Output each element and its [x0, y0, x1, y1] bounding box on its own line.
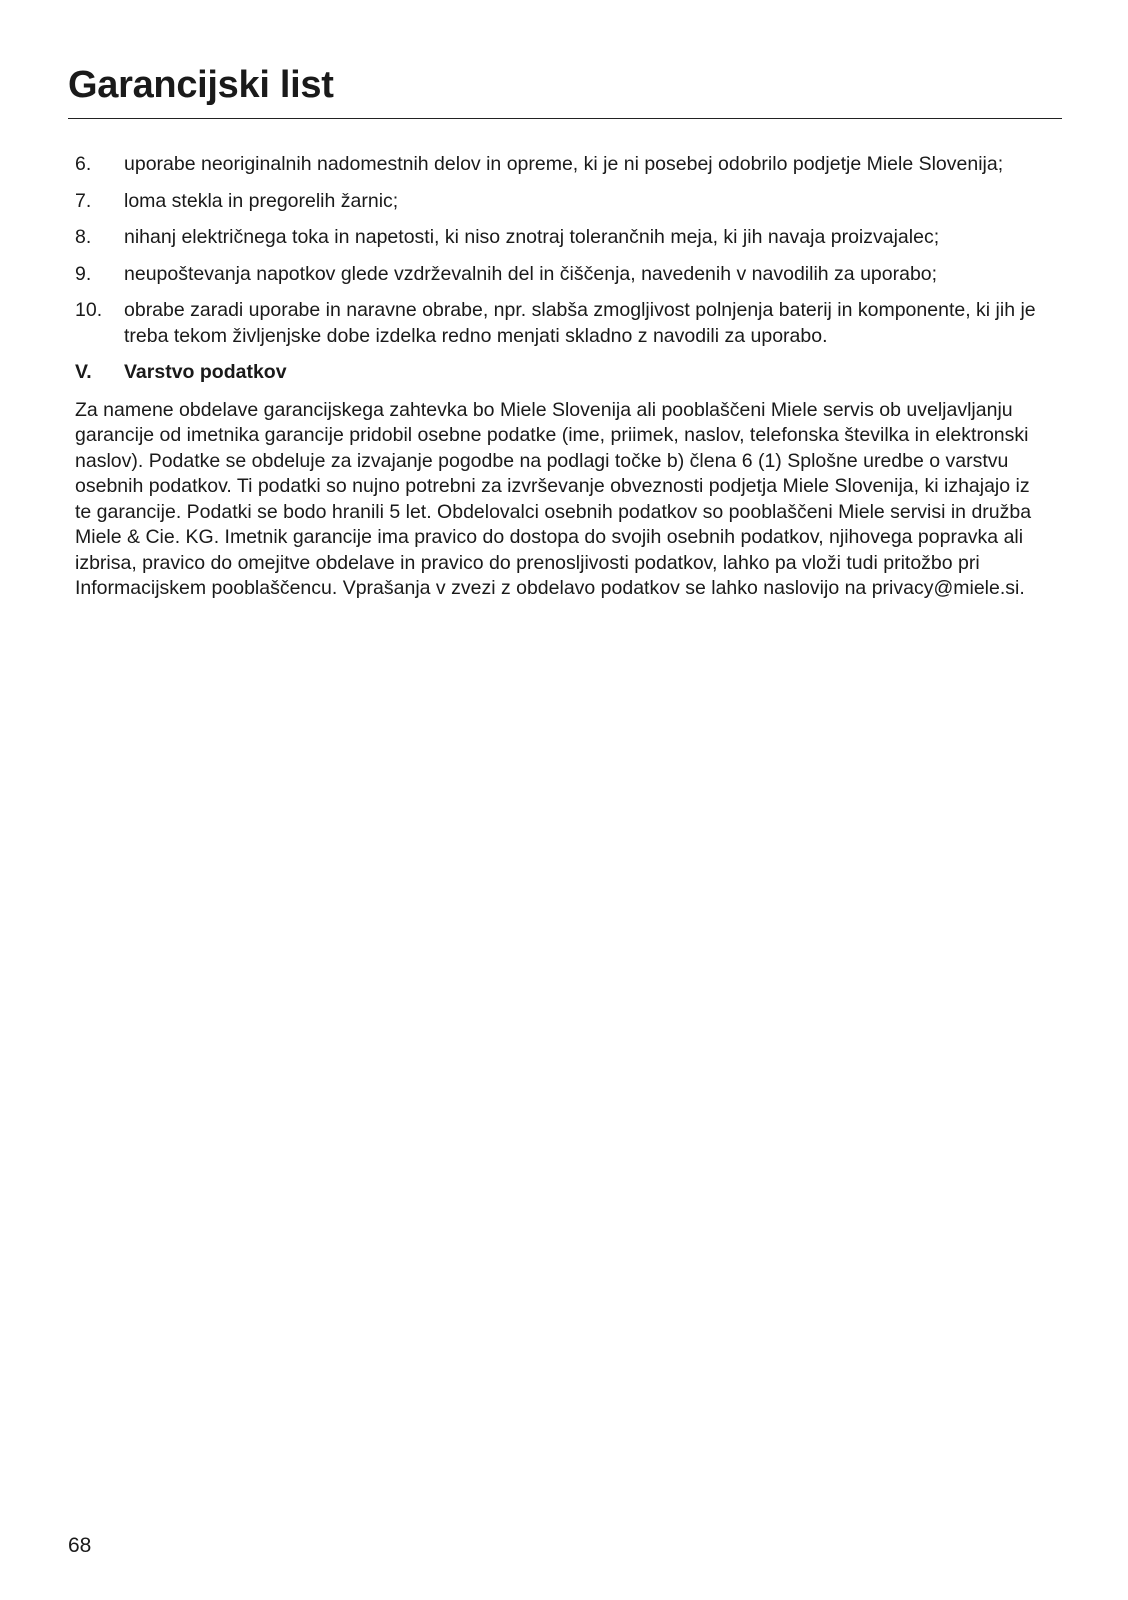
list-item-text: neupoštevanja napotkov glede vzdrževalnih del in čiščenja, navedenih v navodilih za uporabo;	[124, 262, 938, 285]
list-item-text: obrabe zaradi uporabe in naravne obrabe, npr. slabša zmogljivost polnjenja baterij in komponente, ki jih je treba tekom življenjske dobe izdelka redno menjati skladno z navodili za uporabo.	[124, 299, 1036, 347]
list-item-number: 7.	[75, 189, 92, 212]
list-item	[75, 262, 1065, 288]
list-item	[75, 152, 1065, 178]
document-body	[75, 152, 1065, 602]
list-item	[75, 225, 1065, 251]
list-item-number: 6.	[75, 153, 92, 175]
list-item-text: loma stekla in pregorelih žarnic;	[124, 189, 399, 212]
page-number: 68	[68, 1534, 92, 1557]
data-protection-paragraph: Za namene obdelave garancijskega zahtevka bo Miele Slovenija ali pooblaščeni Miele servis ob uveljavljanju garancije od imetnika garancije pridobil osebne podatke (ime, priimek, naslov, telefonska številka in elektronski naslov). Podatke se obdeluje za izvajanje pogodbe na podlagi točke b) člena 6 (1) Splošne uredbe o varstvu osebnih podatkov. Ti podatki so nujno potrebni za izvrševanje obveznosti podjetja Miele Slovenija, ki izhajajo iz te garancije. Podatki se bodo hranili 5 let. Obdelovalci osebnih podatkov so pooblaščeni Miele servisi in družba Miele & Cie. KG. Imetnik garancije ima pravico do dostopa do svojih osebnih podatkov, njihovega popravka ali izbrisa, pravico do omejitve obdelave in pravico do prenosljivosti podatkov, lahko pa vloži tudi pritožbo pri Informacijskem pooblaščencu. Vprašanja v zvezi z obdelavo podatkov se lahko naslovijo na privacy@miele.si.	[75, 398, 1032, 599]
title-divider	[68, 118, 1062, 119]
list-item-number: 10.	[75, 299, 103, 321]
list-item-text: nihanj električnega toka in napetosti, ki niso znotraj tolerančnih meja, ki jih navaja proizvajalec;	[124, 226, 940, 248]
page-title: Garancijski list	[68, 64, 334, 106]
list-item-text: uporabe neoriginalnih nadomestnih delov in opreme, ki je ni posebej odobrilo podjetje Miele Slovenija;	[124, 153, 1004, 175]
list-item	[75, 189, 1065, 215]
section-title: Varstvo podatkov	[124, 361, 287, 383]
section-number: V.	[75, 361, 92, 383]
list-item	[75, 298, 1065, 349]
section-heading	[75, 360, 1065, 386]
list-item-number: 9.	[75, 262, 92, 285]
list-item-number: 8.	[75, 226, 92, 248]
